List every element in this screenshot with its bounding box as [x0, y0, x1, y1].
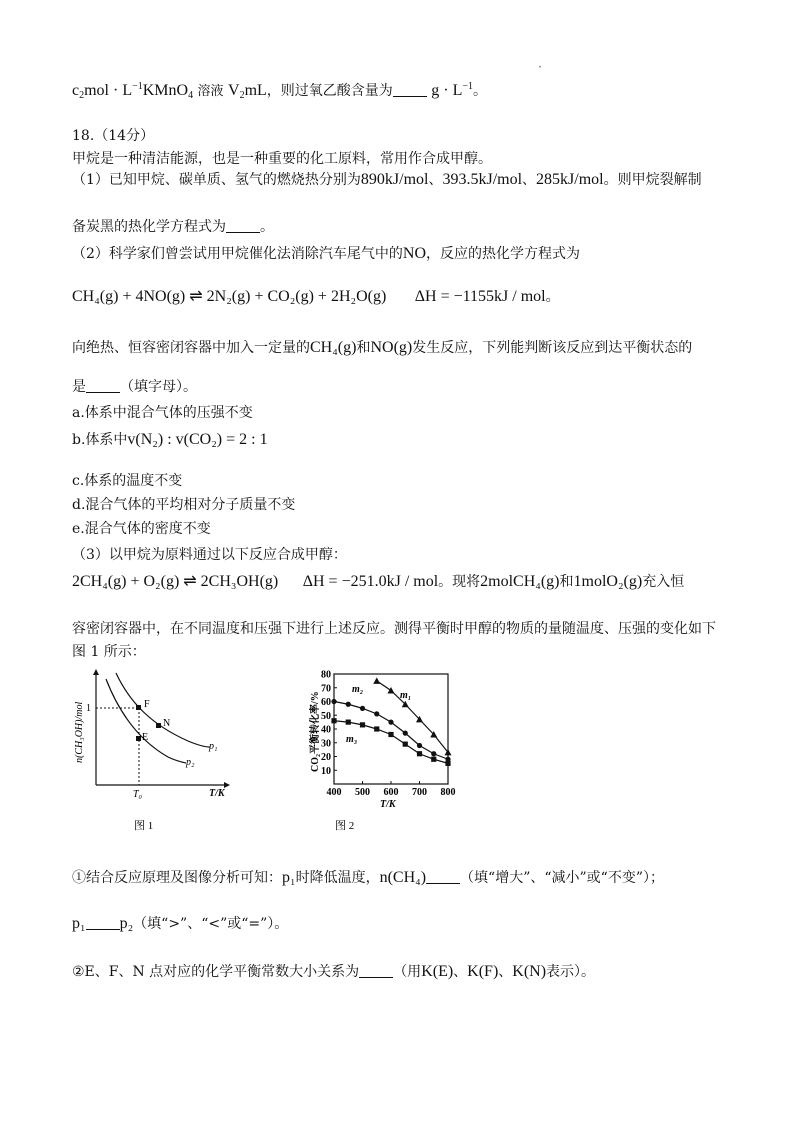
equation-1: CH₄(g) + 4NO(g) ⇌ 2N₂(g) + CO₂(g) + 2H₂O(g) ΔH = −1155kJ / mol。 [72, 288, 560, 305]
y-tick-label: 10 [321, 765, 331, 777]
answer-line-1: $c_2mol$ · $L^{-1}KMnO_4$ 溶液 $V_2mL$，则过氧乙酸含量为 $g \cdot L^{-1}$。 [72, 81, 487, 101]
fig1-x-label: T/K [209, 788, 225, 799]
part2-line-2: 向绝热、恒容密闭容器中加入一定量的CH₄(g)和NO(g)发生反应，下列能判断该反应到达平衡状态的 [72, 339, 693, 356]
blank [359, 965, 393, 978]
fig2-caption: 图 2 [335, 820, 355, 832]
chart-x-label: T/K [380, 799, 396, 810]
data-point-square [374, 726, 379, 731]
blank [86, 380, 120, 393]
top-mark: · [538, 60, 543, 75]
chart-y-label: CO₂平衡转化率/% [310, 691, 321, 772]
x-tick-label: 500 [355, 787, 370, 798]
data-point-circle [374, 711, 379, 716]
subq-1-line-2: p₁ p₂（填“>”、“<”或“=”）。 [72, 915, 289, 932]
y-tick-label: 70 [321, 683, 331, 695]
part2-line: （2）科学家们曾尝试用甲烷催化法消除汽车尾气中的NO，反应的热化学方程式为 [72, 245, 581, 262]
point-f-label: F [144, 699, 150, 710]
fig1-y-arrow [93, 669, 99, 675]
fig1-y-tick: 1 [86, 703, 91, 714]
data-point-square [360, 722, 365, 727]
blank [86, 917, 120, 930]
x-tick-label: 800 [440, 787, 456, 798]
y-tick-label: 50 [321, 710, 331, 722]
data-point-triangle [373, 677, 380, 684]
part3-line: （3）以甲烷为原料通过以下反应合成甲醇： [72, 547, 347, 563]
data-point-square [388, 732, 393, 737]
data-point-square [417, 751, 422, 756]
data-point-square [403, 742, 408, 747]
data-point-circle [346, 702, 351, 707]
data-point-circle [417, 743, 422, 748]
series-line [334, 702, 448, 760]
x-tick-label: 600 [383, 787, 399, 798]
fig1-x-tick: T₀ [133, 789, 143, 800]
series-label: m₁ [400, 690, 412, 701]
point-e-label: E [142, 732, 149, 743]
blank [226, 220, 260, 233]
part1-line: （1）已知甲烷、碳单质、氢气的燃烧热分别为890kJ/mol、393.5kJ/mol、285kJ/mol。则甲烷裂解制 [72, 171, 702, 188]
point-e-marker [136, 736, 141, 741]
y-tick-label: 40 [321, 724, 331, 736]
curve-p1-label: p₁ [209, 741, 218, 752]
series-label: m₂ [352, 684, 364, 695]
figure-2-chart [300, 660, 460, 835]
question-intro: 甲烷是一种清洁能源，也是一种重要的化工原料，常用作合成甲醇。 [72, 151, 492, 167]
data-point-circle [431, 751, 436, 756]
curve-p2 [106, 679, 186, 763]
data-point-triangle [388, 687, 395, 694]
x-tick-label: 400 [326, 787, 342, 798]
series-line [377, 681, 448, 753]
option-a: a.体系中混合气体的压强不变 [72, 405, 253, 421]
figure-1 [72, 665, 234, 835]
question-number: 18.（14分） [72, 128, 155, 144]
point-n-marker [156, 723, 161, 728]
data-point-circle [403, 731, 408, 736]
data-point-square [431, 757, 436, 762]
fig1-caption: 图 1 [134, 820, 154, 832]
y-tick-label: 80 [321, 669, 331, 681]
part2-line-3: 是 （填字母）。 [72, 379, 197, 395]
data-point-circle [388, 720, 393, 725]
x-tick-label: 700 [412, 787, 427, 798]
option-e: e.混合气体的密度不变 [72, 521, 211, 537]
part1-line-2: 备炭黑的热化学方程式为 。 [72, 219, 274, 235]
subq-2-line: ②E、F、N 点对应的化学平衡常数大小关系为 （用K(E)、K(F)、K(N)表示）。 [72, 963, 596, 980]
series-label: m₃ [346, 734, 358, 745]
y-tick-label: 60 [321, 697, 331, 708]
fig1-x-arrow [224, 782, 230, 788]
blank [393, 84, 427, 97]
curve-p2-label: p₂ [186, 757, 195, 768]
y-tick-label: 30 [321, 738, 331, 750]
option-b: b.体系中v(N₂) : v(CO₂) = 2 : 1 [72, 431, 268, 448]
data-point-square [331, 718, 336, 723]
data-point-square [445, 761, 450, 766]
point-f-marker [136, 705, 141, 710]
data-point-circle [360, 706, 365, 711]
fig1-y-label: n(CH₃OH)/mol [74, 701, 85, 763]
data-point-circle [331, 699, 336, 704]
y-tick-label: 20 [321, 752, 331, 763]
curve-p1 [116, 673, 210, 747]
subq-1-line-1: ①结合反应原理及图像分析可知：p₁时降低温度，n(CH₄) （填“增大”、“减小”或“不变”）； [72, 869, 664, 886]
option-d: d.混合气体的平均相对分子质量不变 [72, 497, 296, 513]
equation-2: 2CH₄(g) + O₂(g) ⇌ 2CH₃OH(g) ΔH = −251.0kJ / mol。现将2molCH₄(g)和1molO₂(g)充入恒 [72, 573, 685, 590]
part3-line-3: 图 1 所示： [72, 644, 146, 660]
data-point-square [346, 720, 351, 725]
blank [426, 871, 460, 884]
option-c: c.体系的温度不变 [72, 473, 183, 489]
point-n-label: N [163, 718, 171, 729]
part3-line-2: 容密闭容器中，在不同温度和压强下进行上述反应。测得平衡时甲醇的物质的量随温度、压强的变化如下 [72, 621, 716, 637]
